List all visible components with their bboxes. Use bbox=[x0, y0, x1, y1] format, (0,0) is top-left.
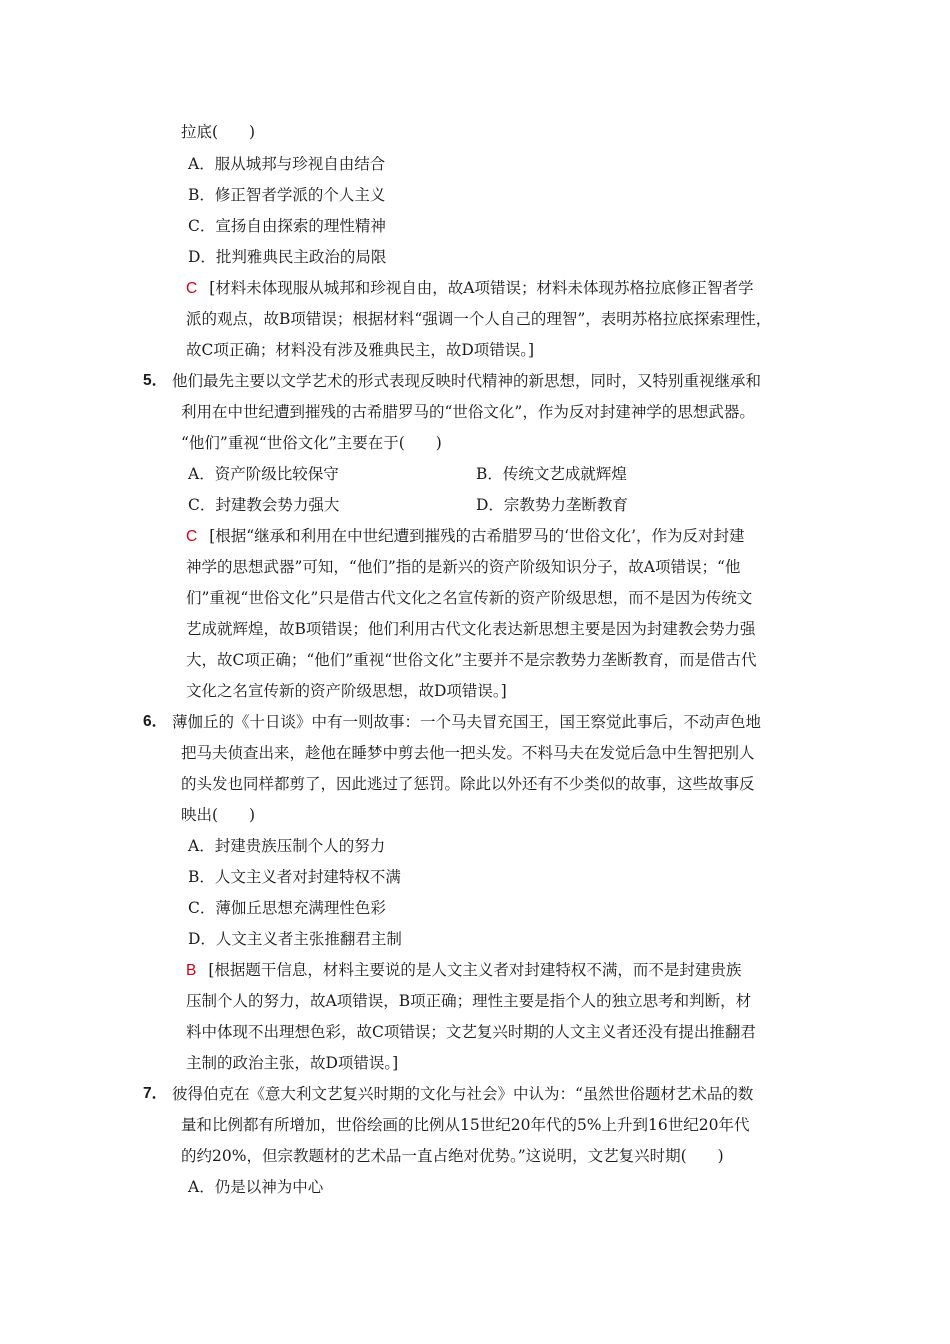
q6-answer: B bbox=[186, 962, 197, 979]
q5-option-c: C．封建教会势力强大 bbox=[188, 496, 340, 514]
q4-answer: C bbox=[186, 280, 198, 297]
q4-stem-tail: 拉底( ) bbox=[181, 123, 256, 141]
q6-explanation-line-2: 压制个人的努力，故A项错误，B项正确；理性主要是指个人的独立思考和判断，材 bbox=[186, 992, 752, 1010]
q5-explanation-line-6: 文化之名宣传新的资产阶级思想，故D项错误。] bbox=[186, 682, 507, 700]
q4-explanation-line-2: 派的观点，故B项错误；根据材料“强调一个人自己的理智”，表明苏格拉底探索理性， bbox=[186, 310, 772, 328]
q5-number: 5． bbox=[143, 372, 168, 389]
q7-option-a: A．仍是以神为中心 bbox=[188, 1178, 324, 1196]
q4-option-c: C．宣扬自由探索的理性精神 bbox=[188, 217, 386, 235]
q7-number: 7． bbox=[143, 1085, 168, 1102]
q7-stem-line-3: 的约20%，但宗教题材的艺术品一直占绝对优势。”这说明，文艺复兴时期( ) bbox=[181, 1147, 724, 1165]
q7-stem-line-2: 量和比例都有所增加，世俗绘画的比例从15世纪20年代的5%上升到16世纪20年代 bbox=[181, 1116, 750, 1134]
q6-explanation-line-1 bbox=[186, 960, 741, 981]
q5-explanation-line-3: 们”重视“世俗文化”只是借古代文化之名宣传新的资产阶级思想，而不是因为传统文 bbox=[186, 589, 753, 607]
q4-option-d: D．批判雅典民主政治的局限 bbox=[188, 248, 387, 266]
q5-option-b: B．传统文艺成就辉煌 bbox=[476, 465, 627, 483]
q6-explanation-line-3: 料中体现不出理想色彩，故C项错误；文艺复兴时期的人文主义者还没有提出推翻君 bbox=[186, 1023, 756, 1041]
q4-explanation-line-1 bbox=[186, 278, 753, 299]
q6-option-a: A．封建贵族压制个人的努力 bbox=[188, 837, 386, 855]
q4-option-a: A．服从城邦与珍视自由结合 bbox=[188, 155, 386, 173]
q6-option-b: B．人文主义者对封建特权不满 bbox=[188, 868, 401, 886]
q6-option-d: D．人文主义者主张推翻君主制 bbox=[188, 930, 402, 948]
q4-explanation-line-3: 故C项正确；材料没有涉及雅典民主，故D项错误。] bbox=[186, 341, 535, 359]
q5-stem-line-1: 他们最先主要以文学艺术的形式表现反映时代精神的新思想，同时，又特别重视继承和 bbox=[172, 372, 762, 390]
q6-stem-line-1: 薄伽丘的《十日谈》中有一则故事：一个马夫冒充国王，国王察觉此事后，不动声色地 bbox=[172, 713, 762, 731]
q6-stem-line-4: 映出( ) bbox=[181, 806, 256, 824]
q4-option-b: B．修正智者学派的个人主义 bbox=[188, 186, 386, 204]
q5-stem-line-2: 利用在中世纪遭到摧残的古希腊罗马的“世俗文化”，作为反对封建神学的思想武器。 bbox=[181, 403, 755, 421]
q6-stem-line-2: 把马夫侦查出来，趁他在睡梦中剪去他一把头发。不料马夫在发觉后急中生智把别人 bbox=[181, 744, 755, 762]
q5-explanation-line-2: 神学的思想武器”可知，“他们”指的是新兴的资产阶级知识分子，故A项错误；“他 bbox=[186, 558, 741, 576]
q5-explanation-line-4: 艺成就辉煌，故B项错误；他们利用古代文化表达新思想主要是因为封建教会势力强 bbox=[186, 620, 756, 638]
q6-explanation-text-1: [根据题干信息，材料主要说的是人文主义者对封建特权不满，而不是封建贵族 bbox=[208, 961, 742, 979]
q5-option-a: A．资产阶级比较保守 bbox=[188, 465, 339, 483]
q7-stem-line-1: 彼得伯克在《意大利文艺复兴时期的文化与社会》中认为：“虽然世俗题材艺术品的数 bbox=[172, 1085, 754, 1103]
q5-explanation-text-1: [根据“继承和利用在中世纪遭到摧残的古希腊罗马的‘世俗文化’，作为反对封建 bbox=[209, 527, 745, 545]
q5-answer: C bbox=[186, 528, 198, 545]
q6-explanation-line-4: 主制的政治主张，故D项错误。] bbox=[186, 1054, 399, 1072]
q5-explanation-line-5: 大，故C项正确；“他们”重视“世俗文化”主要并不是宗教势力垄断教育，而是借古代 bbox=[186, 651, 757, 669]
q5-option-d: D．宗教势力垄断教育 bbox=[476, 496, 628, 514]
q5-explanation-line-1 bbox=[186, 526, 745, 547]
q6-stem-line-3: 的头发也同样都剪了，因此逃过了惩罚。除此以外还有不少类似的故事，这些故事反 bbox=[181, 775, 755, 793]
q6-number: 6． bbox=[143, 713, 168, 730]
q6-option-c: C．薄伽丘思想充满理性色彩 bbox=[188, 899, 386, 917]
q5-stem-line-3: “他们”重视“世俗文化”主要在于( ) bbox=[181, 434, 442, 452]
q4-explanation-text-1: [材料未体现服从城邦和珍视自由，故A项错误；材料未体现苏格拉底修正智者学 bbox=[209, 279, 754, 297]
